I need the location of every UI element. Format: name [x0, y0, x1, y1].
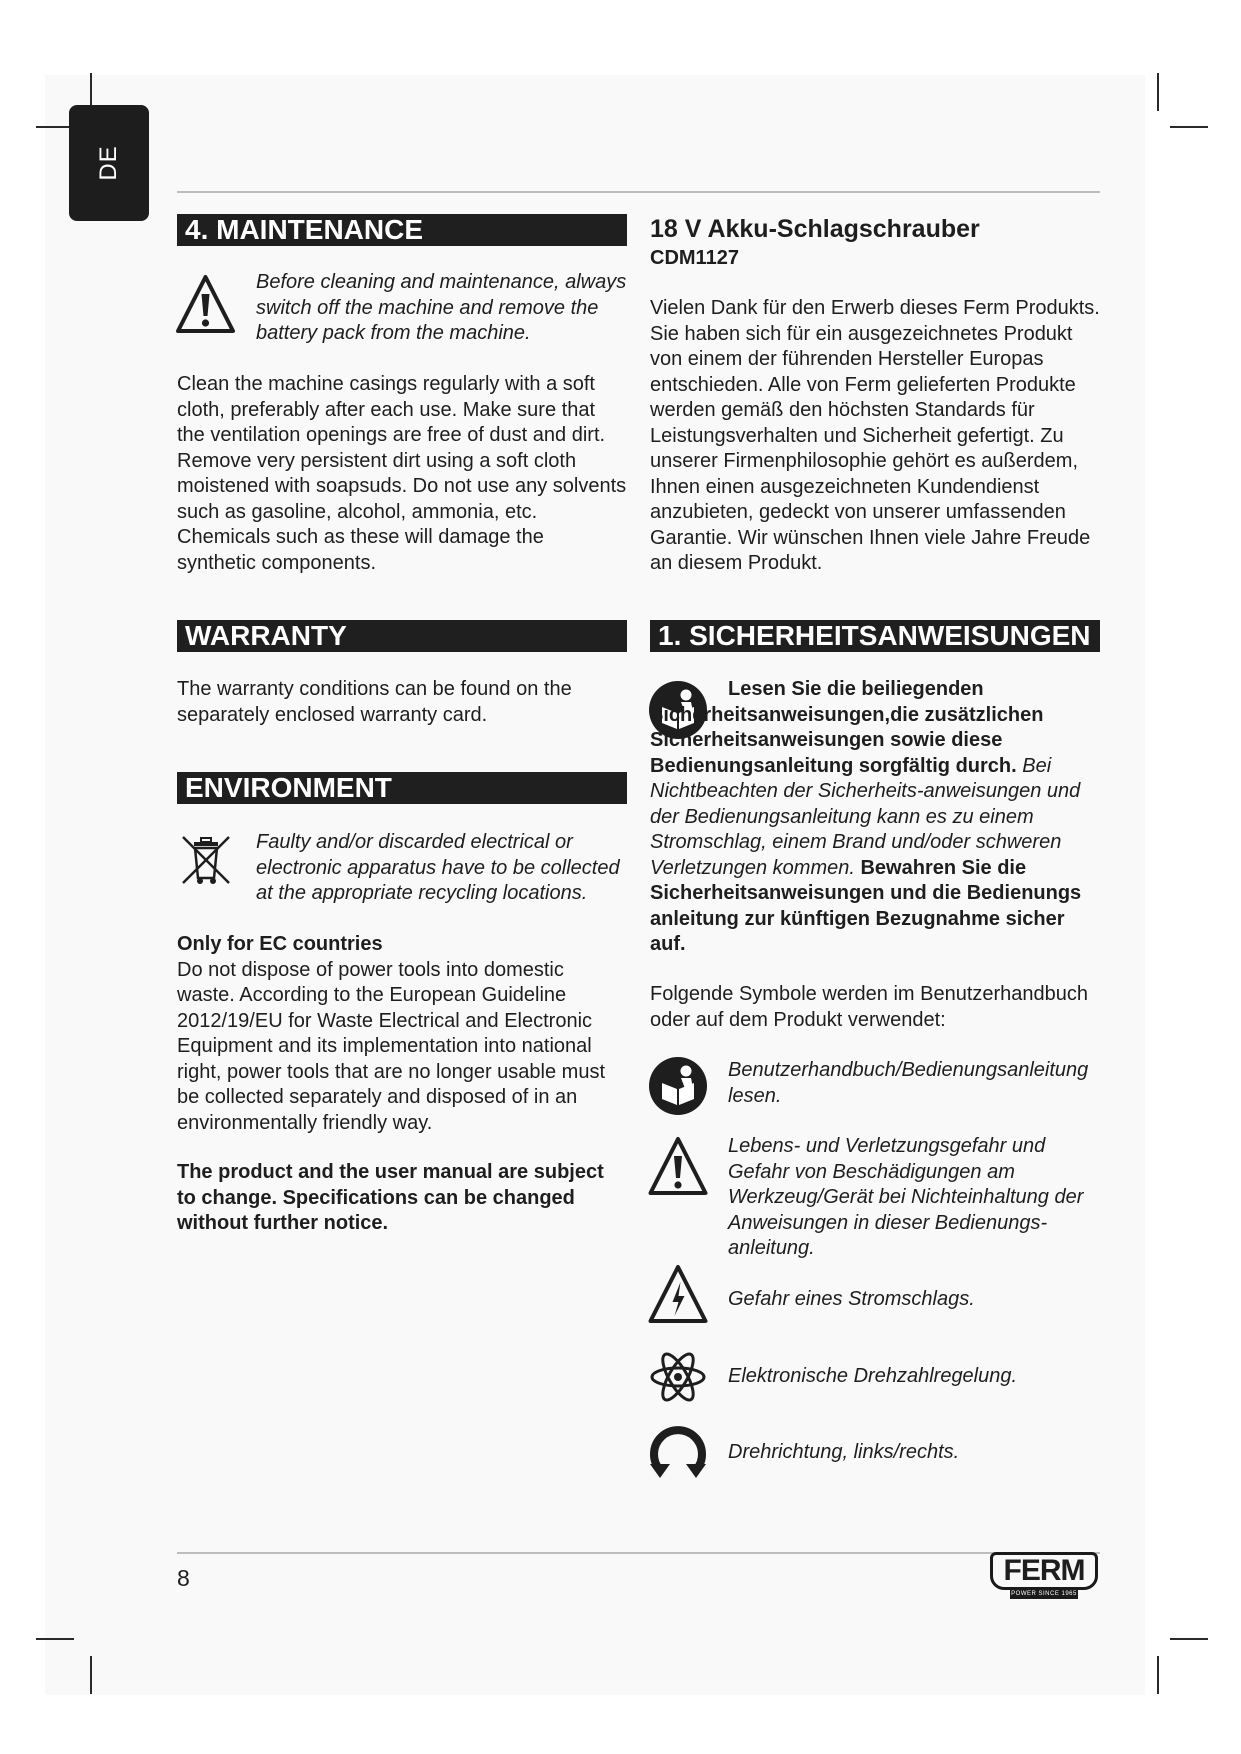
crop-mark: [36, 1638, 74, 1640]
maintenance-warning: Before cleaning and maintenance, always switch off the machine and remove the battery pack from the machine.: [256, 271, 627, 344]
manual-icon: [648, 1056, 708, 1116]
maintenance-title: 4. MAINTENANCE: [177, 214, 627, 246]
footer-rule: [177, 1552, 1100, 1554]
symbol-text-manual: Benutzerhandbuch/Bedienungsanleitung lesen.: [728, 1059, 1089, 1107]
product-title: 18 V Akku-Schlagschrauber: [650, 215, 980, 243]
read-instructions-bold-b: Bewahren Sie die Sicherheitsanweisungen und die Bedienungs anleitung zur künftigen Bezugnahme sicher auf.: [650, 856, 1082, 955]
closing-notice: The product and the user manual are subject to change. Specifications can be changed without further notice.: [177, 1161, 604, 1234]
language-tab-label: DE: [95, 145, 122, 181]
electronic-speed-icon: [648, 1348, 708, 1406]
read-instructions-italic: Bei Nichtbeachten der Sicherheits-anweisungen und der Bedienungsanleitung kann es zu einem Stromschlag, einem Brand und/oder schweren Verletzungen kommen.: [650, 754, 1081, 879]
crop-mark: [1170, 1638, 1208, 1640]
ferm-logo-text: FERM: [990, 1552, 1098, 1590]
crop-mark: [90, 1656, 92, 1694]
ferm-logo: [990, 1552, 1098, 1600]
symbol-text-speed: Elektronische Drehzahlregelung.: [728, 1365, 1018, 1387]
header-rule: [177, 191, 1100, 193]
maintenance-body: Clean the machine casings regularly with a soft cloth, preferably after each use. Make sure that the ventilation openings are free of dust and dirt. Remove very persistent dirt using a soft cloth moistened with soapsuds. Do not use any solvents such as gasoline, alcohol, ammonia, etc. Chemicals such as these will damage the synthetic components.: [177, 373, 627, 574]
product-model: CDM1127: [650, 247, 739, 269]
warranty-title: WARRANTY: [177, 620, 627, 652]
ec-body: Do not dispose of power tools into domestic waste. According to the European Guideline 2012/19/EU for Waste Electrical and Electronic Equipment and its implementation into national right, power tools that are no longer usable must be collected separately and disposed of in an environmentally friendly way.: [177, 958, 606, 1134]
read-instructions: [650, 677, 1105, 958]
read-instructions-bold-a: Lesen Sie die beiliegenden Sicherheitsanweisungen,die zusätzlichen Sicherheitsanweisungen sowie diese Bedienungsanleitung sorgfältig durch.: [650, 678, 1044, 777]
rotation-icon: [648, 1418, 708, 1480]
warranty-body: The warranty conditions can be found on the separately enclosed warranty card.: [177, 678, 572, 726]
symbols-intro: Folgende Symbole werden im Benutzerhandbuch oder auf dem Produkt verwendet:: [650, 983, 1089, 1031]
environment-notice: Faulty and/or discarded electrical or electronic apparatus have to be collected at the appropriate recycling locations.: [256, 831, 620, 904]
ec-heading: Only for EC countries: [177, 933, 383, 955]
symbol-text-rotation: Drehrichtung, links/rechts.: [728, 1441, 960, 1463]
ferm-logo-tagline: POWER SINCE 1965: [1011, 1591, 1077, 1597]
page-number: 8: [177, 1565, 190, 1591]
symbol-text-warning: Lebens- und Verletzungsgefahr und Gefahr von Beschädigungen am Werkzeug/Gerät bei Nichteinhaltung der Anweisungen in dieser Bedienungs-anleitung.: [728, 1135, 1084, 1259]
intro-text: Vielen Dank für den Erwerb dieses Ferm Produkts. Sie haben sich für ein ausgezeichnetes Produkt von einem der führenden Hersteller Europas entschieden. Alle von Ferm gelieferten Produkte werden gemäß den höchsten Standards für Leistungsverhalten und Sicherheit gefertigt. Zu unserer Firmenphilosophie gehört es außerdem, Ihnen einen ausgezeichneten Kundendienst anzubieten, gedeckt von unserer umfassenden Garantie. Wir wünschen Ihnen viele Jahre Freude an diesem Produkt.: [650, 297, 1100, 574]
language-tab: [69, 105, 149, 221]
warning-icon: [175, 273, 236, 335]
crop-mark: [1157, 73, 1159, 111]
warning-icon: [647, 1135, 709, 1197]
crop-mark: [1170, 126, 1208, 128]
safety-title: 1. SICHERHEITSANWEISUNGEN: [650, 620, 1100, 652]
environment-title: ENVIRONMENT: [177, 772, 627, 804]
crop-mark: [1157, 1656, 1159, 1694]
electric-shock-icon: [647, 1263, 709, 1325]
weee-bin-icon: [178, 832, 234, 888]
symbol-text-shock: Gefahr eines Stromschlags.: [728, 1288, 975, 1310]
